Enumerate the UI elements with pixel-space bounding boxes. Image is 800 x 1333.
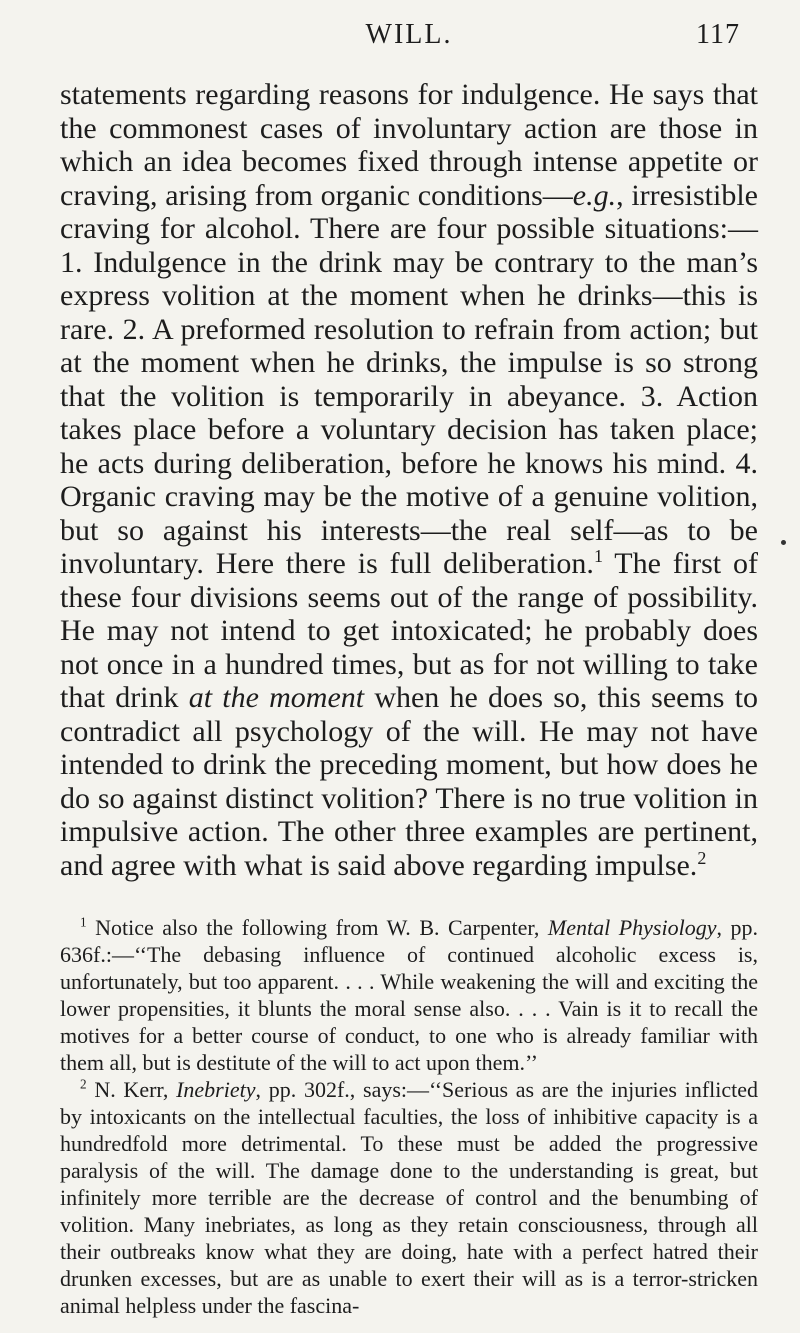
italic-phrase: at the moment [188, 681, 365, 714]
footnote-1 [60, 914, 758, 1076]
footnote-text: , pp. 636f.:—‘‘The debasing influence of continued alcoholic excess is, unfortunately, but too apparent. . . . While weakening the will and exciting the lower propensities, it blunts the moral sense also. . . . Vain is it to recall the motives for a better course of conduct, to one who is already familiar with them all, but is destitute of the will to act upon them.’’ [60, 915, 758, 1075]
footnote-2 [60, 1076, 758, 1319]
footnote-ref-1: 1 [593, 546, 603, 566]
page-number: 117 [696, 19, 740, 50]
footnote-separator [60, 882, 758, 914]
footnote-mark: 1 [80, 914, 87, 930]
paragraph-text: The first of these four divisions seems out of the range of possibility. He may not intend to get intoxicated; he probably does not once in a hundred times, but as for not willing to take that drink [60, 547, 758, 714]
footnote-text: , pp. 302f., says:—‘‘Serious as are the injuries inflicted by intoxicants on the intellectual faculties, the loss of inhibitive capacity is a hundredfold more detrimental. To these must be added the progressive paralysis of the will. The damage done to the understanding is great, but infinitely more terrible are the decrease of control and the benumbing of volition. Many inebriates, as long as they retain consciousness, through all their outbreaks know what they are doing, hate with a perfect hatred their drunken excesses, but are as unable to exert their will as is a terror-stricken animal helpless under the fascina- [60, 1077, 759, 1318]
footnotes [60, 914, 758, 1319]
paragraph-text: , irresistible craving for alcohol. There are four possible situations:—1. Indulgence in the drink may be contrary to the man’s express volition at the moment when he drinks—this is rare. 2. A preformed resolution to refrain from action; but at the moment when he drinks, the impulse is so strong that the volition is temporarily in abeyance. 3. Action takes place before a voluntary decision has taken place; he acts during deliberation, before he knows his mind. 4. Organic craving may be the motive of a genuine volition, but so against his interests—the real self—as to be involuntary. Here there is full deliberation. [60, 178, 758, 580]
italic-eg: e.g. [572, 178, 617, 212]
running-title: WILL. [365, 19, 453, 50]
running-head [60, 18, 758, 58]
footnote-text: N. Kerr, [86, 1077, 177, 1102]
footnote-ref-2: 2 [697, 847, 707, 868]
footnote-text: Notice also the following from W. B. Carpenter, [86, 915, 548, 940]
main-paragraph [60, 78, 758, 882]
footnote-mark: 2 [80, 1076, 87, 1092]
book-title: Inebriety [176, 1077, 256, 1102]
paragraph-text: when he does so, this seems to contradict all psychology of the will. He may not have intended to drink the preceding moment, but how does he do so against distinct volition? There is no true volition in impulsive action. The other three examples are pertinent, and agree with what is said above regarding impulse. [60, 681, 758, 882]
paragraph-text: statements regarding reasons for indulgence. He says that the commonest cases of involuntary action are those in which an idea becomes fixed through intense appetite or craving, arising from organic conditions— [60, 78, 758, 212]
book-title: Mental Physiology [547, 915, 717, 940]
margin-mark [781, 540, 786, 545]
